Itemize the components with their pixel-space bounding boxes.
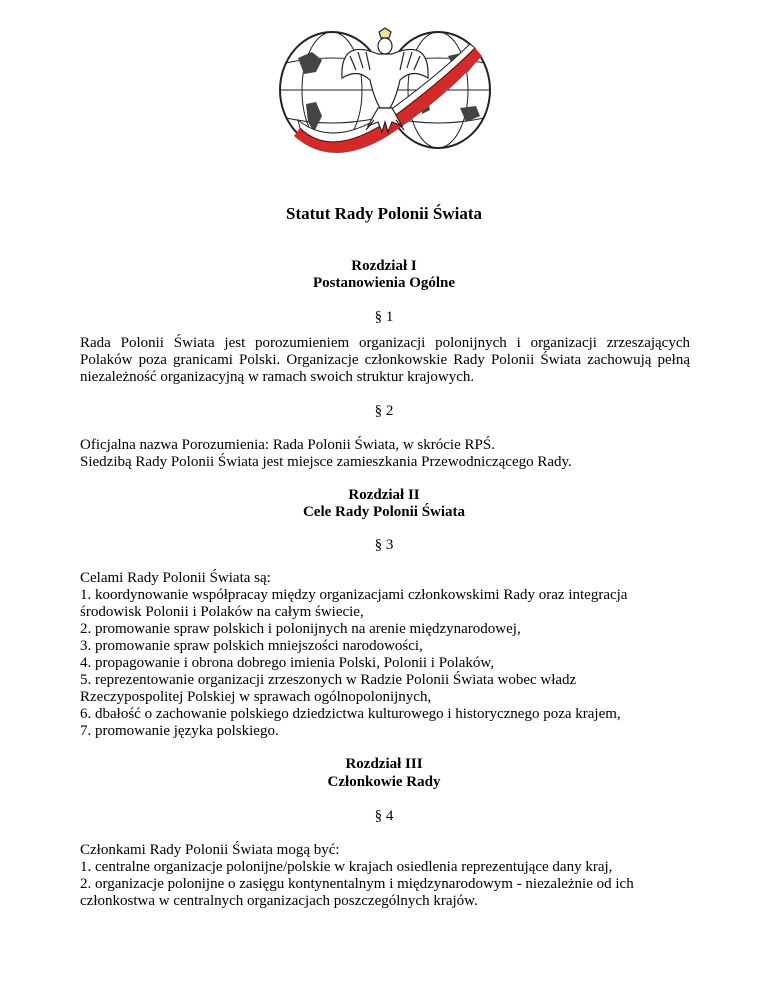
- chapter-1-name: Postanowienia Ogólne: [312, 275, 456, 291]
- chapter-3-name: Członkowie Rady: [327, 774, 441, 790]
- section-4-symbol: § 4: [374, 808, 394, 824]
- emblem-logo: [270, 8, 500, 174]
- section-3-line: 3. promowanie spraw polskich mniejszości narodowości,: [80, 638, 423, 654]
- section-2-symbol: § 2: [374, 403, 394, 419]
- chapter-2-label: Rozdział II: [348, 487, 420, 503]
- chapter-2-name: Cele Rady Polonii Świata: [302, 504, 466, 520]
- section-2-line: Siedzibą Rady Polonii Świata jest miejsce zamieszkania Przewodniczącego Rady.: [80, 454, 572, 470]
- section-3-line: 1. koordynowanie współpracay między organizacjami członkowskimi Rady oraz integracja: [80, 587, 628, 603]
- section-1-text: Rada Polonii Świata jest porozumieniem organizacji polonijnych i organizacji zrzeszających Polaków poza granicami Polski. Organizacje członkowskie Rady Polonii Świata zachowują pełną niezależność organizacyjną w ramach swoich struktur krajowych.: [80, 335, 690, 385]
- section-4-line: członkostwa w centralnych organizacjach poszczególnych krajów.: [80, 893, 478, 909]
- section-4-line: Członkami Rady Polonii Świata mogą być:: [80, 842, 340, 858]
- section-2-body: [80, 437, 690, 471]
- section-3-line: 5. reprezentowanie organizacji zrzeszonych w Radzie Polonii Świata wobec władz: [80, 672, 577, 688]
- section-3-line: Rzeczypospolitej Polskiej w sprawach ogólnopolonijnych,: [80, 689, 432, 705]
- section-3-line: 6. dbałość o zachowanie polskiego dziedzictwa kulturowego i historycznego poza krajem,: [80, 706, 621, 722]
- section-3-line: Celami Rady Polonii Świata są:: [80, 570, 271, 586]
- section-1-symbol: § 1: [374, 309, 394, 325]
- section-2-line: Oficjalna nazwa Porozumienia: Rada Polonii Świata, w skrócie RPŚ.: [80, 437, 495, 453]
- section-3-line: 2. promowanie spraw polskich i polonijnych na arenie międzynarodowej,: [80, 621, 521, 637]
- section-4-body: [80, 842, 690, 910]
- section-3-line: 7. promowanie języka polskiego.: [80, 723, 279, 739]
- document-title: Statut Rady Polonii Świata: [286, 204, 482, 223]
- section-4-line: 1. centralne organizacje polonijne/polskie w krajach osiedlenia reprezentujące dany kraj,: [80, 859, 613, 875]
- section-3-line: 4. propagowanie i obrona dobrego imienia Polski, Polonii i Polaków,: [80, 655, 494, 671]
- chapter-3-label: Rozdział III: [345, 756, 423, 772]
- section-4-line: 2. organizacje polonijne o zasięgu kontynentalnym i międzynarodowym - niezależnie od ich: [80, 876, 634, 892]
- section-3-symbol: § 3: [374, 537, 394, 553]
- section-3-body: [80, 570, 690, 740]
- chapter-1-label: Rozdział I: [351, 258, 417, 274]
- section-3-line: środowisk Polonii i Polaków na całym świecie,: [80, 604, 364, 620]
